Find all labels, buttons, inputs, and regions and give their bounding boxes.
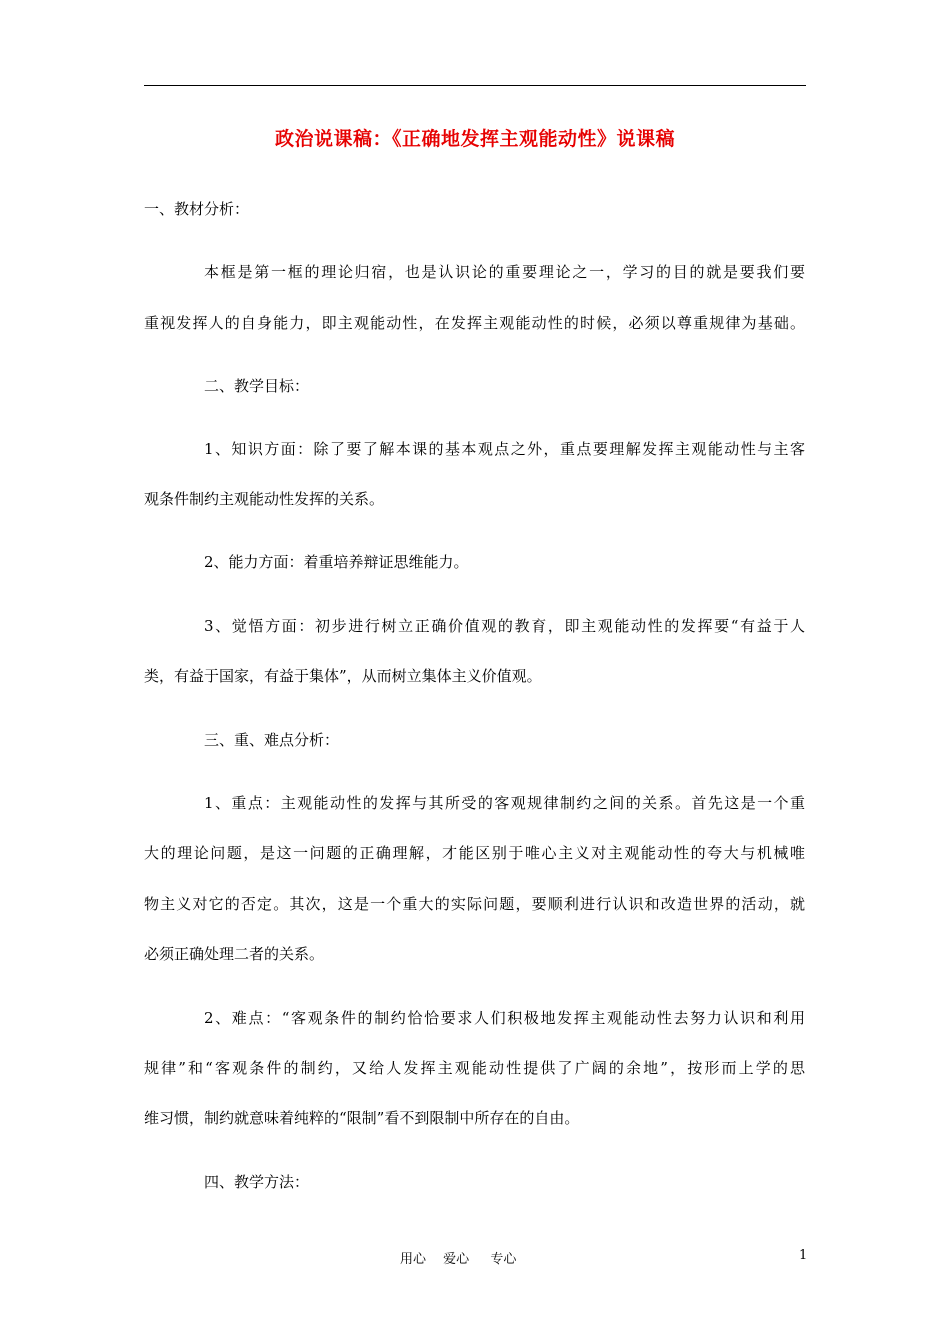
header-rule	[144, 85, 806, 86]
paragraph-line: 2、能力方面：着重培养辩证思维能力。	[204, 553, 469, 571]
paragraph-line: 维习惯，制约就意味着纯粹的“限制”看不到限制中所存在的自由。	[144, 1109, 580, 1127]
paragraph-line: 1、知识方面：除了要了解本课的基本观点之外，重点要理解发挥主观能动性与主客	[204, 440, 805, 458]
section-heading-materials: 一、教材分析：	[144, 200, 250, 218]
paragraph-line: 物主义对它的否定。其次，这是一个重大的实际问题，要顺利进行认识和改造世界的活动，就	[144, 895, 805, 913]
paragraph-line: 必须正确处理二者的关系。	[144, 945, 325, 963]
page-title: 政治说课稿：《正确地发挥主观能动性》说课稿	[274, 128, 675, 150]
paragraph-line: 本框是第一框的理论归宿，也是认识论的重要理论之一，学习的目的就是要我们要	[204, 263, 805, 281]
paragraph-line: 3、觉悟方面：初步进行树立正确价值观的教育，即主观能动性的发挥要“有益于人	[204, 617, 805, 635]
paragraph-line: 重视发挥人的自身能力，即主观能动性，在发挥主观能动性的时候，必须以尊重规律为基础。	[144, 314, 805, 332]
page-number: 1	[799, 1248, 808, 1263]
paragraph-line: 观条件制约主观能动性发挥的关系。	[144, 490, 385, 508]
section-heading-key-points: 三、重、难点分析：	[204, 731, 340, 749]
paragraph-line: 规律”和“客观条件的制约，又给人发挥主观能动性提供了广阔的余地”，按形而上学的思	[144, 1059, 805, 1077]
paragraph-line: 2、难点：“客观条件的制约恰恰要求人们积极地发挥主观能动性去努力认识和利用	[204, 1009, 805, 1027]
footer-slogan: 用心 爱心 专心	[400, 1252, 517, 1267]
section-heading-methods: 四、教学方法：	[204, 1173, 310, 1191]
paragraph-line: 1、重点：主观能动性的发挥与其所受的客观规律制约之间的关系。首先这是一个重	[204, 794, 805, 812]
paragraph-line: 类，有益于国家，有益于集体”，从而树立集体主义价值观。	[144, 667, 542, 685]
paragraph-line: 大的理论问题，是这一问题的正确理解，才能区别于唯心主义对主观能动性的夸大与机械唯	[144, 844, 805, 862]
section-heading-goals: 二、教学目标：	[204, 377, 310, 395]
